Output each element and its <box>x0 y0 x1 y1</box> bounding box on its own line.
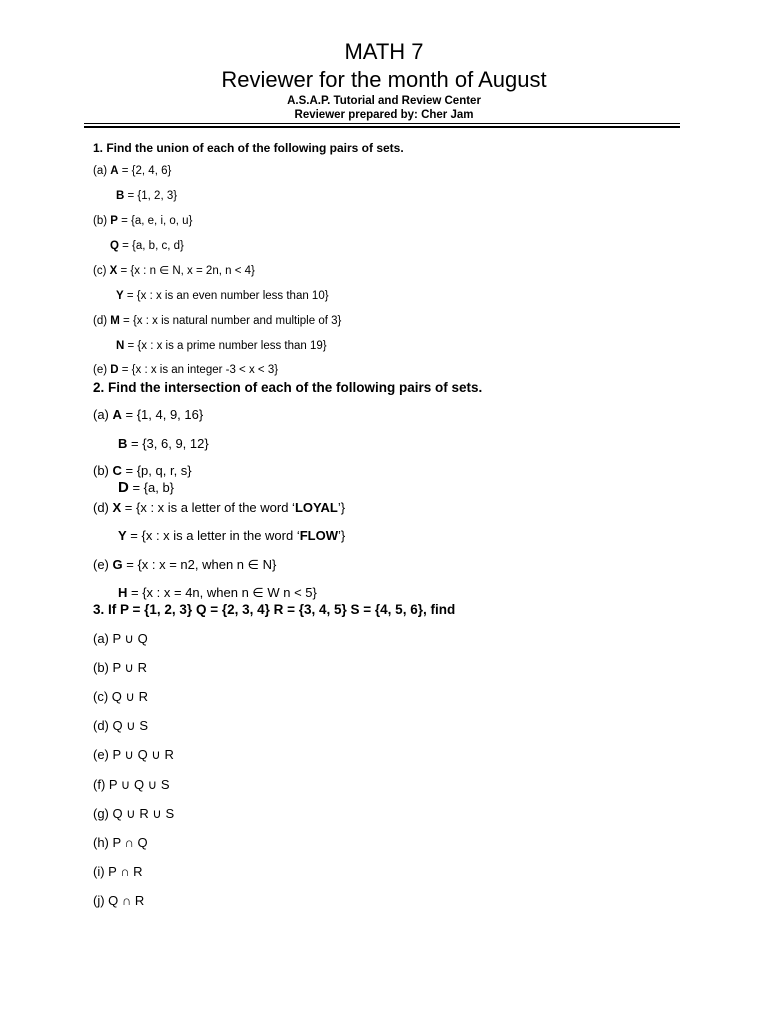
q1-a-set-a: (a) A = {2, 4, 6} <box>93 165 172 177</box>
q3-item: (j) Q ∩ R <box>93 893 145 908</box>
q3-item: (i) P ∩ R <box>93 864 143 879</box>
prepared-by: Reviewer prepared by: Cher Jam <box>294 109 474 121</box>
q2-a-set-b: B = {3, 6, 9, 12} <box>118 436 209 451</box>
q1-a-set-b: B = {1, 2, 3} <box>116 190 178 202</box>
header-divider-thick <box>84 126 680 128</box>
q1-b-set-q: Q = {a, b, c, d} <box>110 240 184 252</box>
page-subtitle: Reviewer for the month of August <box>221 67 547 92</box>
q2-e-set-h: H = {x : x = 4n, when n ∈ W n < 5} <box>118 585 317 600</box>
q1-heading: 1. Find the union of each of the following pairs of sets. <box>93 141 404 155</box>
q3-item: (f) P ∪ Q ∪ S <box>93 777 170 792</box>
q1-c-set-y: Y = {x : x is an even number less than 10} <box>116 290 329 302</box>
page-header <box>0 38 768 122</box>
q3-item: (h) P ∩ Q <box>93 835 148 850</box>
q1-d-set-m: (d) M = {x : x is natural number and multiple of 3} <box>93 315 342 327</box>
q3-item: (a) P ∪ Q <box>93 631 148 646</box>
q2-e-set-g: (e) G = {x : x = n2, when n ∈ N} <box>93 557 277 572</box>
q3-item: (g) Q ∪ R ∪ S <box>93 806 175 821</box>
q1-c-set-x: (c) X = {x : n ∈ N, x = 2n, n < 4} <box>93 265 255 277</box>
q3-item: (d) Q ∪ S <box>93 718 149 733</box>
q1-b-set-p: (b) P = {a, e, i, o, u} <box>93 215 193 227</box>
center-name: A.S.A.P. Tutorial and Review Center <box>287 95 481 107</box>
q2-a-set-a: (a) A = {1, 4, 9, 16} <box>93 407 204 422</box>
q2-d-set-x: (d) X = {x : x is a letter of the word ‘LOYAL’} <box>93 500 346 515</box>
q2-heading: 2. Find the intersection of each of the following pairs of sets. <box>93 380 483 395</box>
page-title: MATH 7 <box>344 39 424 64</box>
q2-b-set-d: D = {a, b} <box>118 479 175 496</box>
q3-heading: 3. If P = {1, 2, 3} Q = {2, 3, 4} R = {3, 4, 5} S = {4, 5, 6}, find <box>93 602 456 617</box>
q2-d-set-y: Y = {x : x is a letter in the word ‘FLOW’} <box>118 528 346 543</box>
q2-b-set-c: (b) C = {p, q, r, s} <box>93 463 192 478</box>
q1-e-set-d: (e) D = {x : x is an integer -3 < x < 3} <box>93 364 279 376</box>
q3-item: (e) P ∪ Q ∪ R <box>93 747 174 762</box>
q3-item: (c) Q ∪ R <box>93 689 149 704</box>
header-divider <box>84 123 680 124</box>
q3-item: (b) P ∪ R <box>93 660 148 675</box>
q1-d-set-n: N = {x : x is a prime number less than 19} <box>116 340 327 352</box>
